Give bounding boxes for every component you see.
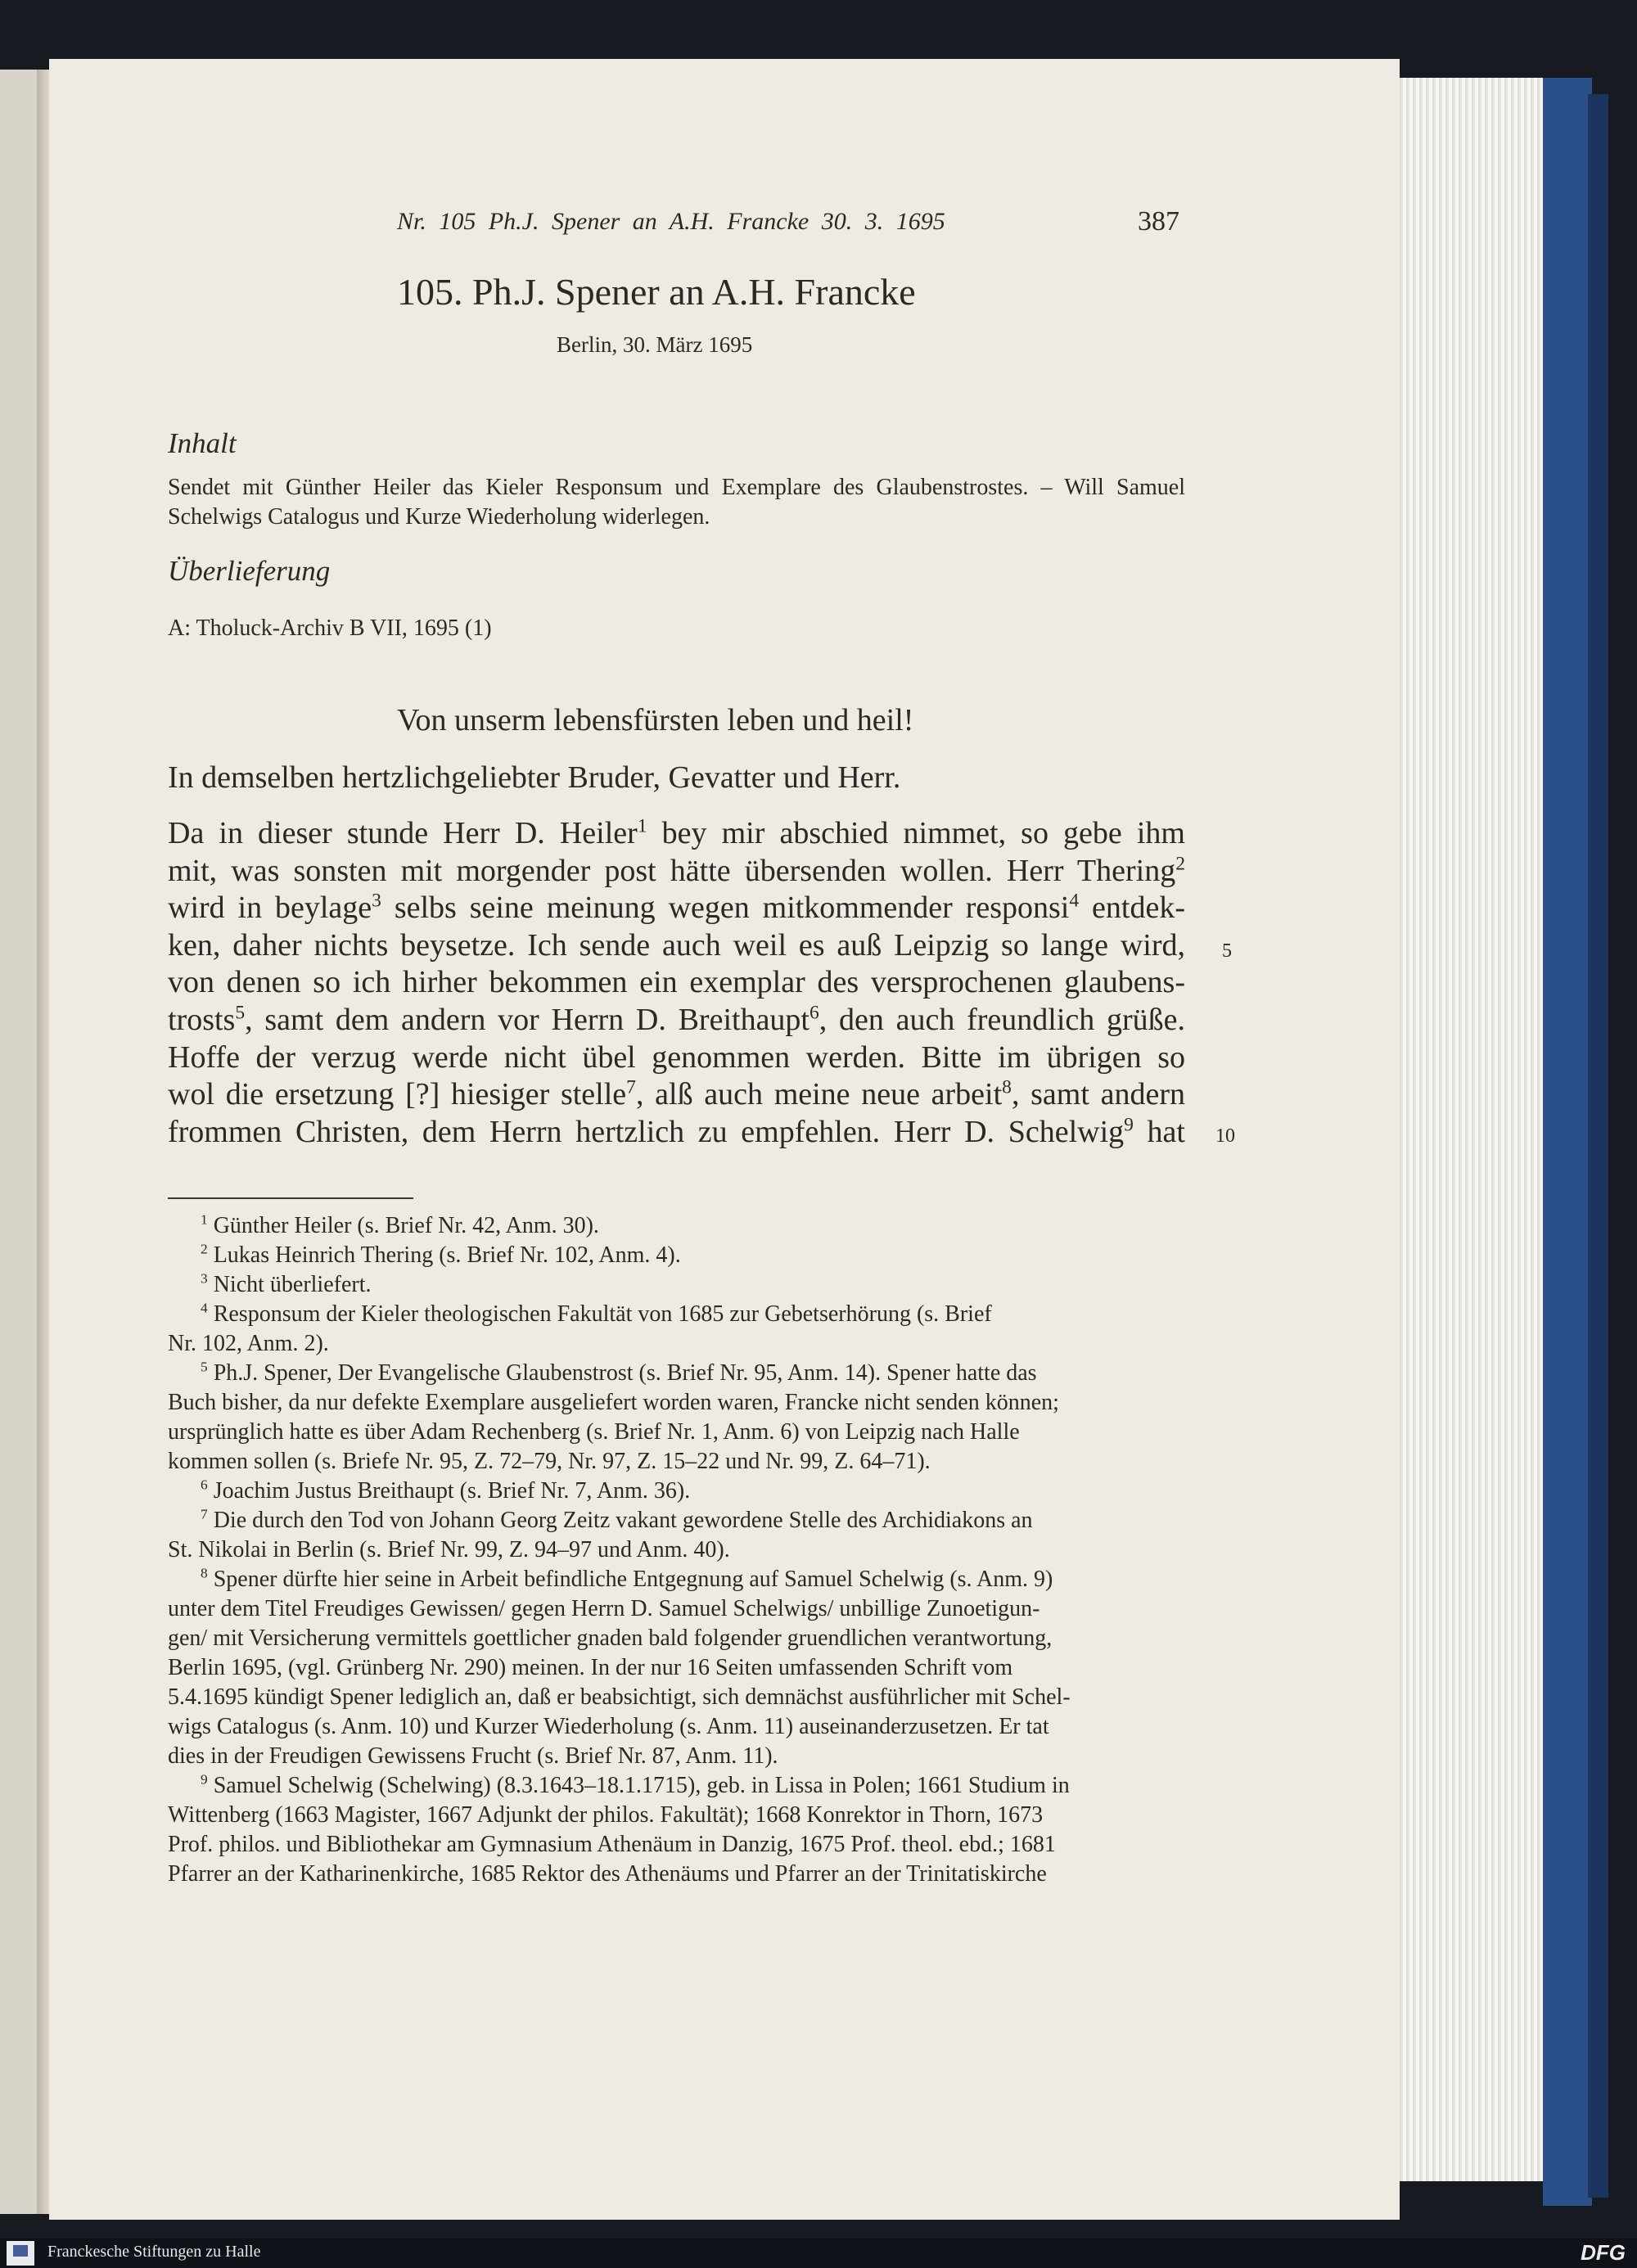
footnote-text: Günther Heiler (s. Brief Nr. 42, Anm. 30). [213,1213,599,1238]
footnote-text: Responsum der Kieler theologischen Fakultät von 1685 zur Gebetserhörung (s. Brief [213,1301,992,1327]
line-text: , den auch freundlich grüße. [818,1002,1185,1037]
footnote [168,1506,1185,1535]
footnote-number: 2 [201,1241,208,1257]
facing-page-edge [0,70,37,2214]
footnote [168,1300,1185,1329]
line-text: hat [1133,1114,1185,1149]
letter-line [168,853,1185,891]
footnote-text: Joachim Justus Breithaupt (s. Brief Nr. 7, Anm. 36). [213,1478,691,1504]
footnote-number: 3 [201,1270,208,1287]
footnote-continuation [168,1801,1185,1830]
footnote-continuation [168,1830,1185,1860]
footnote-marker: 3 [372,890,381,912]
footnote-text: unter dem Titel Freudiges Gewissen/ gegen Herrn D. Samuel Schelwigs/ unbillige Zunoetigun- [168,1596,1040,1621]
footnote [168,1565,1185,1594]
letter-line [168,815,1185,853]
letter-line [168,1076,1185,1114]
footnote-continuation [168,1388,1185,1418]
footnote-continuation [168,1653,1185,1683]
line-text: , samt andern [1011,1077,1185,1112]
dfg-logo: DFG [1581,2240,1626,2265]
footnote-marker: 4 [1069,890,1080,912]
footnote-text: kommen sollen (s. Briefe Nr. 95, Z. 72–79, Nr. 97, Z. 15–22 und Nr. 99, Z. 64–71). [168,1449,931,1474]
line-text: mit, was sonsten mit morgender post hätte übersenden wollen. Herr Thering [168,853,1176,888]
letter-line [168,890,1185,927]
footnote [168,1771,1185,1801]
footer-institution: Franckesche Stiftungen zu Halle [47,2243,261,2261]
footnote-text: gen/ mit Versicherung vermittels goettlicher gnaden bald folgender gruendlichen verantwortung, [168,1625,1053,1651]
line-text: ken, daher nichts beysetze. Ich sende auch weil es auß Leipzig so lange wird, [168,927,1185,963]
footnote-text: Ph.J. Spener, Der Evangelische Glaubenstrost (s. Brief Nr. 95, Anm. 14). Spener hatte das [213,1360,1037,1386]
footnote-continuation [168,1535,1185,1565]
footnote-number: 8 [201,1565,208,1581]
footnote-text: Nr. 102, Anm. 2). [168,1331,329,1356]
footnote-text: 5.4.1695 kündigt Spener lediglich an, daß er beabsichtigt, sich demnächst ausführlicher mit Schel- [168,1684,1071,1710]
footnotes [168,1211,1185,1889]
book-cover-edge [1588,94,1608,2198]
footnote-continuation [168,1860,1185,1889]
line-text: trosts [168,1002,236,1037]
footnote-number: 1 [201,1211,208,1228]
line-text: bey mir abschied nimmet, so gebe ihm [647,816,1185,850]
letter-body [168,815,1185,1151]
letter-line [168,1039,1185,1077]
footnote-text: Buch bisher, da nur defekte Exemplare ausgeliefert worden waren, Francke nicht senden können; [168,1390,1059,1415]
running-head [397,208,945,236]
running-head-persons: Ph.J. Spener an A.H. Francke [488,208,809,235]
footnote-continuation [168,1683,1185,1712]
letter-line [168,964,1185,1002]
footnote-marker: 5 [235,1002,246,1024]
footnote-number: 7 [201,1506,208,1522]
institution-logo-icon [7,2241,34,2266]
ueberlieferung-source: A: Tholuck-Archiv B VII, 1695 (1) [168,615,492,641]
footnote-text: Lukas Heinrich Thering (s. Brief Nr. 102, Anm. 4). [213,1242,681,1268]
footnote-text: Nicht überliefert. [213,1272,372,1297]
inhalt-heading: Inhalt [168,427,237,459]
line-text: von denen so ich hirher bekommen ein exemplar des versprochenen glaubens- [168,965,1185,1000]
footnote-continuation [168,1624,1185,1653]
footnote-rule [168,1197,413,1199]
footnote [168,1477,1185,1506]
footnote-text: Prof. philos. und Bibliothekar am Gymnasium Athenäum in Danzig, 1675 Prof. theol. ebd.; 1681 [168,1832,1056,1857]
footnote-continuation [168,1447,1185,1477]
footnote-marker: 2 [1175,852,1185,874]
salutation: Von unserm lebensfürsten leben und heil! [397,703,914,737]
page-number: 387 [1138,206,1179,237]
footnote-number: 6 [201,1477,208,1493]
footnote-continuation [168,1594,1185,1624]
line-text: entdek- [1079,891,1185,926]
footnote [168,1241,1185,1270]
footnote-text: Samuel Schelwig (Schelwing) (8.3.1643–18.1.1715), geb. in Lissa in Polen; 1661 Studium in [213,1773,1070,1798]
line-text: wird in beylage [168,891,372,926]
footnote-number: 9 [201,1771,208,1788]
line-text: Da in dieser stunde Herr D. Heiler [168,816,638,850]
footnote-text: wigs Catalogus (s. Anm. 10) und Kurzer Wiederholung (s. Anm. 11) auseinanderzusetzen. Er tat [168,1714,1049,1739]
ueberlieferung-heading: Überlieferung [168,555,331,587]
footnote-marker: 8 [1002,1076,1012,1098]
line-text: , samt dem andern vor Herrn D. Breithaupt [245,1002,809,1037]
footnote-text: ursprünglich hatte es über Adam Rechenberg (s. Brief Nr. 1, Anm. 6) von Leipzig nach Halle [168,1419,1020,1445]
line-number-10: 10 [1215,1125,1235,1147]
footnote-continuation [168,1712,1185,1742]
footnote-continuation [168,1742,1185,1771]
line-text: selbs seine meinung wegen mitkommender responsi [381,891,1070,926]
line-text: Hoffe der verzug werde nicht übel genommen werden. Bitte im übrigen so [168,1039,1185,1075]
running-head-date: 30. 3. 1695 [821,208,945,235]
running-head-nr: Nr. 105 [397,208,476,235]
book-cover [1543,78,1592,2206]
greeting: In demselben hertzlichgeliebter Bruder, Gevatter und Herr. [168,760,901,795]
footnote [168,1359,1185,1388]
footnote-text: Wittenberg (1663 Magister, 1667 Adjunkt der philos. Fakultät); 1668 Konrektor in Thorn, 1673 [168,1802,1044,1828]
footnote [168,1270,1185,1300]
footnote [168,1211,1185,1241]
footnote-marker: 7 [626,1076,636,1098]
footnote-marker: 9 [1124,1114,1134,1136]
line-text: frommen Christen, dem Herrn hertzlich zu empfehlen. Herr D. Schelwig [168,1114,1125,1149]
footnote-text: Pfarrer an der Katharinenkirche, 1685 Rektor des Athenäums und Pfarrer an der Trinitatiskirche [168,1861,1047,1887]
footnote-text: Berlin 1695, (vgl. Grünberg Nr. 290) meinen. In der nur 16 Seiten umfassenden Schrift vom [168,1655,1013,1680]
footnote-marker: 1 [637,815,647,837]
footnote-text: Spener dürfte hier seine in Arbeit befindliche Entgegnung auf Samuel Schelwig (s. Anm. 9) [213,1567,1053,1592]
line-text: wol die ersetzung [?] hiesiger stelle [168,1077,627,1112]
line-number-5: 5 [1222,940,1232,962]
footnote-continuation [168,1418,1185,1447]
letter-line [168,927,1185,965]
letter-line [168,1002,1185,1039]
place-date: Berlin, 30. März 1695 [557,332,753,357]
footnote-number: 5 [201,1359,208,1375]
footnote-number: 4 [201,1300,208,1316]
line-text: , alß auch meine neue arbeit [635,1077,1003,1112]
page-stack-edge [1383,78,1555,2181]
inhalt-summary: Sendet mit Günther Heiler das Kieler Responsum und Exemplare des Glaubenstrostes. – Will Samuel Schelwigs Catalogus und Kurze Wiederholung widerlegen. [168,475,1185,530]
footnote-continuation [168,1329,1185,1359]
footnote-text: St. Nikolai in Berlin (s. Brief Nr. 99, Z. 94–97 und Anm. 40). [168,1537,730,1562]
letter-line [168,1114,1185,1152]
footnote-text: dies in der Freudigen Gewissens Frucht (s. Brief Nr. 87, Anm. 11). [168,1743,778,1769]
footnote-marker: 6 [809,1002,819,1024]
letter-title: 105. Ph.J. Spener an A.H. Francke [397,271,916,313]
footnote-text: Die durch den Tod von Johann Georg Zeitz vakant gewordene Stelle des Archidiakons an [213,1508,1033,1533]
